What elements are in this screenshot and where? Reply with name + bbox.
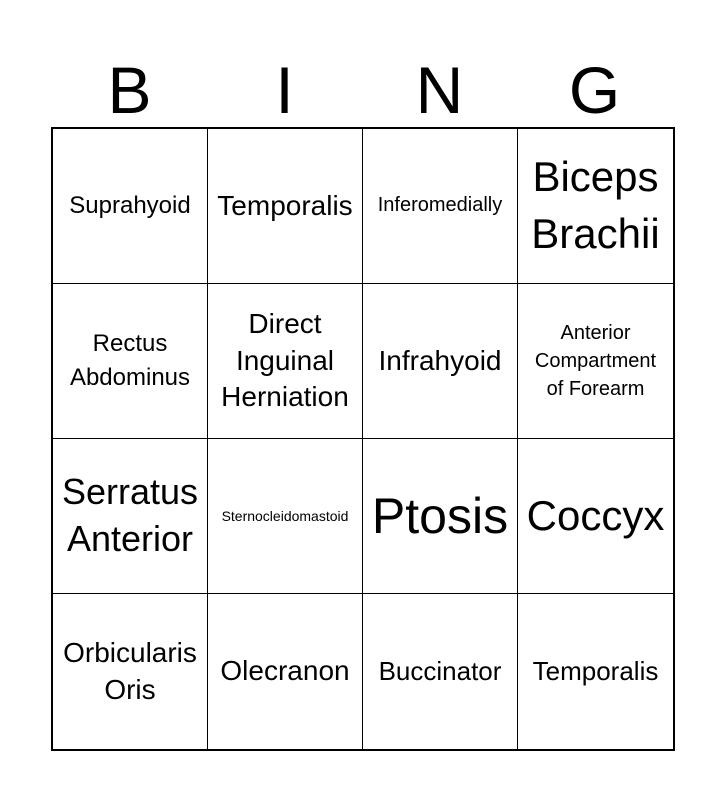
bingo-cell-label: Sternocleidomastoid — [221, 507, 349, 524]
bingo-cell-r2c1[interactable] — [53, 284, 208, 439]
bingo-cell-r1c3[interactable] — [363, 129, 518, 284]
bingo-cell-r4c4[interactable] — [518, 594, 673, 749]
bingo-header — [52, 52, 672, 128]
bingo-cell-label: Direct Inguinal Herniation — [221, 308, 349, 413]
bingo-cell-r4c3[interactable] — [363, 594, 518, 749]
bingo-cell-label: Suprahyoid — [69, 191, 191, 219]
bingo-cell-label: Olecranon — [220, 655, 350, 687]
bingo-cell-label: Coccyx — [526, 492, 665, 540]
bingo-cell-label: Biceps Brachii — [531, 153, 660, 257]
bingo-cell-label: Serratus Anterior — [61, 471, 199, 559]
bingo-cell-label: Inferomedially — [377, 194, 503, 217]
bingo-cell-r4c1[interactable] — [53, 594, 208, 749]
bingo-cell-label: Ptosis — [371, 487, 509, 544]
header-letter-i: I — [275, 53, 294, 127]
bingo-cell-label: Anterior Compartment of Forearm — [534, 322, 657, 400]
bingo-cell-r4c2[interactable] — [208, 594, 363, 749]
bingo-cell-label: Temporalis — [217, 189, 353, 221]
bingo-cell-r3c3[interactable] — [363, 439, 518, 594]
header-letter-b: B — [107, 53, 152, 127]
bingo-card-grid — [51, 127, 675, 751]
bingo-cell-r2c3[interactable] — [363, 284, 518, 439]
bingo-cell-r2c2[interactable] — [208, 284, 363, 439]
bingo-cell-label: Temporalis — [532, 656, 659, 687]
bingo-cell-r1c4[interactable] — [518, 129, 673, 284]
bingo-cell-label: Infrahyoid — [378, 344, 502, 376]
bingo-cell-r3c1[interactable] — [53, 439, 208, 594]
bingo-cell-r3c4[interactable] — [518, 439, 673, 594]
header-letter-g: G — [568, 53, 621, 127]
header-letter-n: N — [415, 53, 464, 127]
bingo-cell-label: Orbicularis Oris — [63, 637, 197, 705]
bingo-cell-r3c2[interactable] — [208, 439, 363, 594]
bingo-cell-r2c4[interactable] — [518, 284, 673, 439]
bingo-cell-r1c2[interactable] — [208, 129, 363, 284]
bingo-cell-label: Rectus Abdominus — [69, 330, 191, 391]
bingo-cell-r1c1[interactable] — [53, 129, 208, 284]
bingo-cell-label: Buccinator — [378, 656, 502, 687]
